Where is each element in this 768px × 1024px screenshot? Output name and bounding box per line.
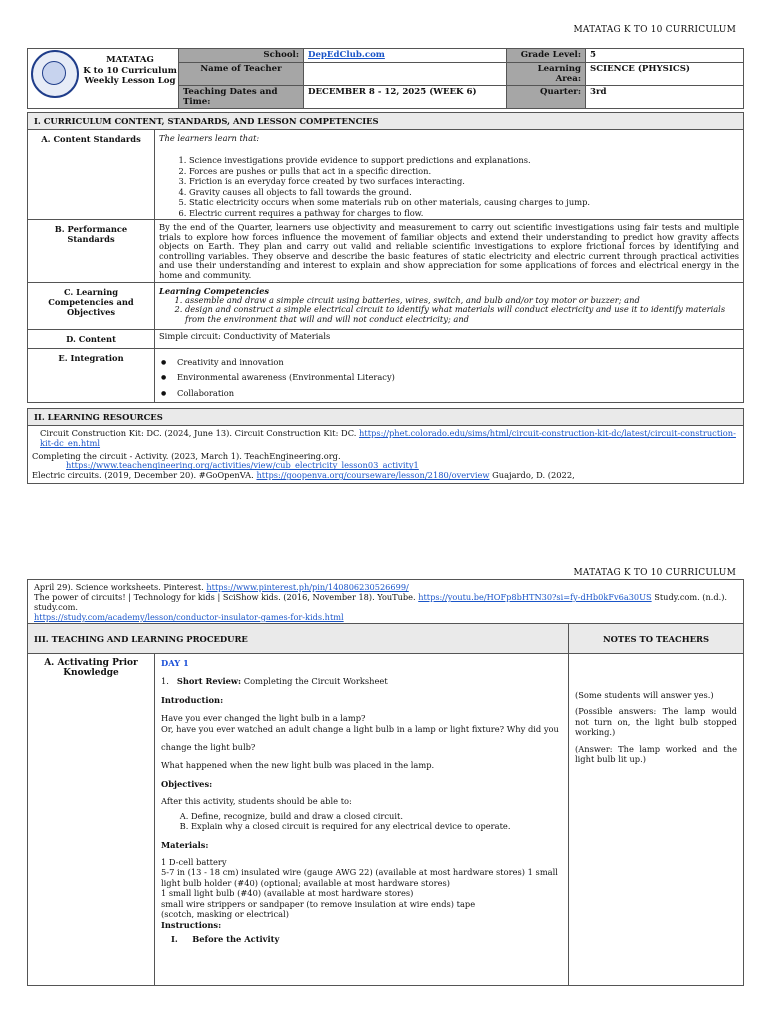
objectives-intro: After this activity, students should be able to: [161, 796, 352, 807]
teacher-value [304, 63, 507, 86]
content-standards-intro: The learners learn that: [159, 133, 260, 143]
reference-text: Circuit Construction Kit: DC. (2024, June 13). Circuit Construction Kit: DC. [40, 428, 357, 438]
reference-link[interactable]: https://study.com/academy/lesson/conductor-insulator-games-for-kids.html [34, 612, 344, 622]
list-item: (scotch, masking or electrical) [161, 909, 289, 920]
content-value: Simple circuit: Conductivity of Materials [155, 329, 744, 348]
instructions-label: Instructions: [161, 919, 222, 930]
content-standards-list [159, 155, 739, 218]
list-item: 2. Forces are pushes or pulls that act in a specific direction. [189, 166, 739, 177]
list-item: 4. Gravity causes all objects to fall towards the ground. [189, 187, 739, 198]
reference-link[interactable]: https://goopenva.org/courseware/lesson/2180/overview [256, 470, 490, 481]
list-item: 5-7 in (13 - 18 cm) insulated wire (gauge AWG 22) (available at most hardware stores) 1 small light bulb holder (#40) (optional; available at most hardware stores) [161, 867, 558, 888]
dates-value: DECEMBER 8 - 12, 2025 (WEEK 6) [304, 86, 507, 109]
intro-label: Introduction: [161, 694, 224, 705]
day-label: DAY 1 [161, 658, 189, 668]
list-item: B. Explain why a closed circuit is required for any electrical device to operate. [191, 821, 562, 832]
list-item: 5. Static electricity occurs when some materials rub on other materials, causing charges to jump. [189, 197, 739, 208]
reference-text: Electric circuits. (2019, December 20). #GoOpenVA. [32, 470, 254, 481]
quarter-label: Quarter: [507, 86, 586, 109]
list-item: ● Creativity and innovation [159, 355, 739, 371]
quarter-value: 3rd [586, 86, 744, 109]
integration-list [159, 355, 739, 402]
content-standards-label: A. Content Standards [28, 130, 155, 220]
list-item: 1. Science investigations provide evidence to support predictions and explanations. [189, 155, 739, 166]
objectives-list [161, 811, 562, 832]
section-1-heading: I. CURRICULUM CONTENT, STANDARDS, AND LESSON COMPETENCIES [28, 113, 744, 130]
list-item: A. Define, recognize, build and draw a closed circuit. [191, 811, 562, 822]
logo-line3: Weekly Lesson Log [84, 76, 176, 86]
grade-value: 5 [586, 49, 744, 63]
content-label: D. Content [28, 329, 155, 348]
reference-text: Completing the circuit - Activity. (2023, March 1). TeachEngineering.org. [32, 450, 341, 461]
curriculum-header-label: MATATAG K TO 10 CURRICULUM [573, 568, 736, 578]
teacher-note: (Some students will answer yes.) [575, 690, 714, 700]
activating-label: A. Activating Prior Knowledge [28, 654, 155, 986]
before-label: Before the Activity [192, 933, 280, 944]
competencies-label: C. Learning Competencies and Objectives [28, 282, 155, 329]
reference-link[interactable]: https://phet.colorado.edu/sims/html/circuit-construction-kit-dc/latest/circuit-construction-kit-dc_en.html [40, 428, 736, 448]
list-item: small wire strippers or sandpaper (to remove insulation at wire ends) tape [161, 898, 476, 909]
header-table [27, 48, 744, 109]
list-item: 6. Electric current requires a pathway for charges to flow. [189, 208, 739, 219]
reference-link[interactable]: https://www.teachengineering.org/activities/view/cub_electricity_lesson03_activity1 [66, 460, 419, 471]
list-item: ● Collaboration [159, 386, 739, 402]
school-link[interactable]: DepEdClub.com [308, 50, 385, 60]
grade-label: Grade Level: [507, 49, 586, 63]
section-resources [27, 408, 744, 484]
list-item: ● Environmental awareness (Environmental Literacy) [159, 370, 739, 386]
teacher-label: Name of Teacher [179, 63, 304, 86]
dates-label: Teaching Dates and Time: [179, 86, 304, 109]
intro-question: change the light bulb? [161, 742, 256, 753]
short-review-text: Completing the Circuit Worksheet [243, 676, 388, 687]
objectives-label: Objectives: [161, 778, 213, 789]
before-num: I. [171, 933, 178, 944]
list-item: 1 D-cell battery [161, 857, 227, 868]
area-label: Learning Area: [507, 63, 586, 86]
reference-link[interactable]: https://www.pinterest.ph/pin/140806230526699/ [206, 582, 409, 592]
logo-title: MATATAG [106, 55, 154, 65]
deped-seal-icon [31, 50, 79, 98]
references-continued [27, 579, 744, 625]
list-item: 3. Friction is an everyday force created by two surfaces interacting. [189, 176, 739, 187]
section-procedure [27, 623, 744, 986]
intro-question: What happened when the new light bulb was placed in the lamp. [161, 760, 435, 771]
performance-standards-text: By the end of the Quarter, learners use objectivity and measurement to carry out scientific investigations using fair tests and multiple trials to explore how forces influence the movement of familiar objects and extend their understanding to predict how gravity affects objects on Earth. They plan and carry out valid and reliable scientific investigations to explore frictional forces by identifying and controlling variables. They observe and describe the basic features of static electricity and electric current through practical activities and use their understanding and interest to explain and show appreciation for some applications of forces and electrical energy in the home and community. [155, 220, 744, 283]
section-2-heading: II. LEARNING RESOURCES [28, 409, 744, 426]
section-curriculum [27, 112, 744, 403]
competencies-heading: Learning Competencies [159, 285, 270, 296]
notes-heading: NOTES TO TEACHERS [569, 624, 744, 654]
short-review-num: 1. [161, 676, 169, 687]
materials-label: Materials: [161, 839, 209, 850]
curriculum-header-label: MATATAG K TO 10 CURRICULUM [573, 25, 736, 35]
section-3-heading: III. TEACHING AND LEARNING PROCEDURE [28, 624, 569, 654]
reference-text: Guajardo, D. (2022, [492, 470, 575, 481]
school-label: School: [179, 49, 304, 63]
short-review-label: Short Review: [176, 676, 242, 687]
performance-standards-label: B. Performance Standards [28, 220, 155, 283]
intro-question: Have you ever changed the light bulb in a lamp? [161, 713, 366, 724]
reference-link[interactable]: https://youtu.be/HOFp8bHTN30?si=fy-dHb0kFv6a30US [418, 592, 652, 602]
reference-text: Study.com. (n.d.). study.com. [34, 592, 728, 612]
integration-label: E. Integration [28, 348, 155, 403]
intro-question: Or, have you ever watched an adult change a light bulb in a lamp or light fixture? Why did you [161, 723, 559, 734]
area-value: SCIENCE (PHYSICS) [586, 63, 744, 86]
materials-list [161, 857, 562, 919]
list-item: 1 small light bulb (#40) (available at most hardware stores) [161, 888, 414, 899]
reference-text: The power of circuits! | Technology for kids | SciShow kids. (2016, November 18). YouTube. [34, 592, 416, 602]
reference-text: April 29). Science worksheets. Pinterest. [34, 582, 204, 592]
teacher-note: (Answer: The lamp worked and the light bulb lit up.) [575, 743, 737, 765]
logo-line2: K to 10 Curriculum [83, 65, 177, 76]
list-item: 2. design and construct a simple electrical circuit to identify what materials will conduct electricity and use it to identify materials from the environment that will and will not conduct electricity; and [185, 305, 739, 324]
list-item: 1. assemble and draw a simple circuit using batteries, wires, switch, and bulb and/or toy motor or buzzer; and [185, 296, 739, 306]
teacher-note: (Possible answers: The lamp would not turn on, the light bulb stopped working.) [575, 706, 737, 738]
logo-cell [28, 49, 179, 109]
competencies-list [159, 296, 739, 325]
